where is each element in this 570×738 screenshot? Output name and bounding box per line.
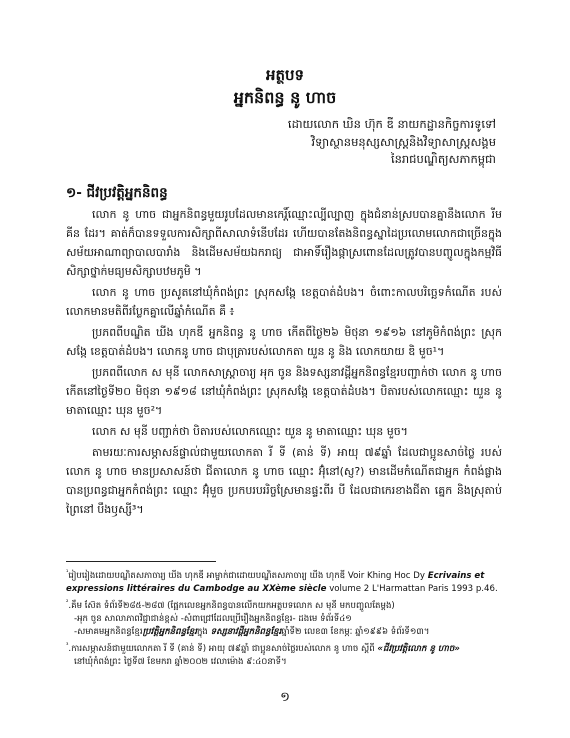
footnote-text: ទស្សនាវដ្តីអ្នកនិពន្ធខ្មែរ xyxy=(210,626,282,637)
institute-line: វិទ្យាស្ថានមនុស្សសាស្ត្រនិងវិទ្យាសាស្ត្រសង្គម xyxy=(311,135,496,149)
academy-line: នៃរាជបណ្ឌិត្យសភាកម្ពុជា xyxy=(390,152,496,166)
footnote-text: «ជីវប្រវត្តិលោក នូ ហាច» xyxy=(377,643,460,654)
author-line: ដោយលោក ឃិន ហ៊ុក ឌី នាយកដ្ឋានកិច្ចការទូទៅ xyxy=(287,117,496,131)
footnote xyxy=(66,626,506,639)
footnote xyxy=(66,656,506,669)
page-number: ១ xyxy=(280,690,290,705)
body-text xyxy=(66,205,502,521)
paragraph: ប្រភពពីបណ្ឌិត ឃីង ហុកឌី អ្នកនិពន្ធ នូ ហាច កើតពីថ្ងៃ២៦ មិថុនា ១៩១៦ នៅភូមិកំពង់ព្រះ ស្រុកសង្កែ ខេត្តបាត់ដំបង។ លោកនូ ហាច ជាបុត្រារបស់លោកតា យួន នូ និង លោកយាយ ឌិ មួច¹។ xyxy=(66,326,502,358)
footnote xyxy=(66,639,506,656)
paragraph: តាមរយៈការសម្ភាសន៍ផ្ទាល់ជាមួយលោកតា រី ទី (គាន់ ទី) អាយុ ៧៩ឆ្នាំ ដែលជាប្អូនសាច់ថ្លៃ របស់លោក នូ ហាច មានប្រសាសន៍ថា ជីតាលោក នូ ហាច ឈ្មោះ អ៊ុំនៅ(ស្ញ?) មានដើមកំណើតជាអ្នក កំពង់ផ្លាង បានប្រពន្ធជាអ្នកកំពង់ព្រះ ឈ្មោះ អ៊ុំមួច ប្រកបរបររិច្ចស្រែមានផ្ទះពីរ បី ដែលជាកេរខាងជីតា គ្នេក និងស្រុតាប់ព្រៃនៅ បឹងឫស្សី³។ xyxy=(66,446,502,516)
footnote-text: ប្រវត្តិអ្នកនិពន្ធខ្មែរ xyxy=(142,626,197,637)
article-title: អ្នកនិពន្ធ នូ ហាច xyxy=(233,88,337,107)
footnote-text: -អុក ចូន សាលាភាពវិជ្ជាជាន់ខ្ពស់ -សំពាជ្រៅដែលប្រើរឿងអ្នកនិពន្ធខ្មែរ- ដងមេ ទំព័រទី៤១ xyxy=(74,613,352,624)
footnote-mark: ¹ xyxy=(66,569,69,576)
footnote xyxy=(66,596,506,613)
footnote-text: .គឹម ស៊ែត ទំព័រទី២៨៥-២៨៧ (ផ្អែកលេខអ្នកនិពន្ធបានលើកយកអត្ថបទលោក ស មុនី មកបញ្ចូលតែម្ដង) xyxy=(68,600,395,611)
footnote-mark: ² xyxy=(66,598,69,606)
section-title: ១- ជីវប្រវត្តិអ្នកនិពន្ធ xyxy=(66,185,168,201)
paragraph: លោក ស មុនី បញ្ជាក់ថា បិតារបស់លោកឈ្មោះ យួន នូ មាតាឈ្មោះ ឃុន មួច។ xyxy=(92,425,408,438)
paragraph: លោក នូ ហាច ជាអ្នកនិពន្ធមួយរូបដែលមានកេរ្តិ៍ឈ្មោះល្បីល្បាញ ក្នុងជំនាន់ស្របបានគ្នានឹងលោក រីម គីន ដែរ។ គាត់ក៏បានទទួលការសិក្សាពីសាលាទំនើបដែរ ហើយបានតែងនិពន្ធស្នាដៃប្រលោមលោកជាច្រើនក្នុងសម័យអាណាព្យាបាលបារាំង និងដើមសម័យឯករាជ្យ ជាអាទិ៍រឿងផ្កាស្រពោនដែលត្រូវបានបញ្ចូលក្នុងកម្មវិធីសិក្សាថ្នាក់មធ្យមសិក្សាបឋមភូមិ ។ xyxy=(66,208,502,278)
footnote-text: Ecrivains et expressions littéraires du Cambodge au XXème siècle xyxy=(66,570,485,594)
footnote-text: ក្នុង xyxy=(196,626,211,637)
footnote-text: រៀបរៀងដោយបណ្ឌិតសភាចារ្យ ឃីង ហុកឌី អាម្ចាក់ជាដោយបណ្ឌិតសភាចារ្យ ឃីង ហុកឌី Voir Khing Hoc Dy xyxy=(68,570,428,581)
footnote xyxy=(66,566,506,596)
footnote-text: volume 2 L'Harmattan Paris 1993 p.46. xyxy=(326,583,498,594)
footnote-mark: ³ xyxy=(66,641,69,649)
article-label: អត្ថបទ xyxy=(265,66,305,84)
footnote-text: .ការសម្ភាសន៍ជាមួយលោកតា រី ទី (គាន់ ទី) អាយុ ៧៩ឆ្នាំ ជាប្អូនសាច់ថ្លៃរបស់លោក នូ ហាច ស្ដីពី xyxy=(68,643,378,654)
footnotes xyxy=(66,566,506,669)
footnote xyxy=(66,613,506,626)
footnote-text: ឆ្នាំទី២ លេខ៣ ខែកម្ភៈ ឆ្នាំ១៩៩៦ ទំព័រទី១៣។ xyxy=(281,626,430,637)
footnote-divider xyxy=(66,561,216,562)
paragraph: ប្រភពពីលោក ស មុនី លោកសាស្ត្រាចារ្យ អុក ចូន និងទស្សនាវដ្តីអ្នកនិពន្ធខ្មែរបញ្ជាក់ថា លោក នូ ហាច កើតនៅថ្ងៃទី២០ មិថុនា ១៩១៨ នៅឃុំកំពង់ព្រះ ស្រុកសង្កែ ខេត្តបាត់ដំបង។ បិតារបស់លោកឈ្មោះ យួន នូ មាតាឈ្មោះ ឃុន មួច²។ xyxy=(66,366,502,417)
footnote-text: -សមាគមអ្នកនិពន្ធខ្មែរ xyxy=(74,626,143,637)
paragraph: លោក នូ ហាច ប្រសូតនៅឃុំកំពង់ព្រះ ស្រុកសង្កែ ខេត្តបាត់ដំបង។ ចំពោះកាលបរិច្ឆេទកំណើត របស់លោកមានមតិពីរប្លែកគ្នាលើឆ្នាំកំណើត គឺ ៖ xyxy=(66,286,502,318)
footnote-text: នៅឃុំកំពង់ព្រះ ថ្ងៃទី៧ ខែមករា ឆ្នាំ២០០២ វេលាម៉ោង ៩:៤០នាទី។ xyxy=(74,656,287,667)
